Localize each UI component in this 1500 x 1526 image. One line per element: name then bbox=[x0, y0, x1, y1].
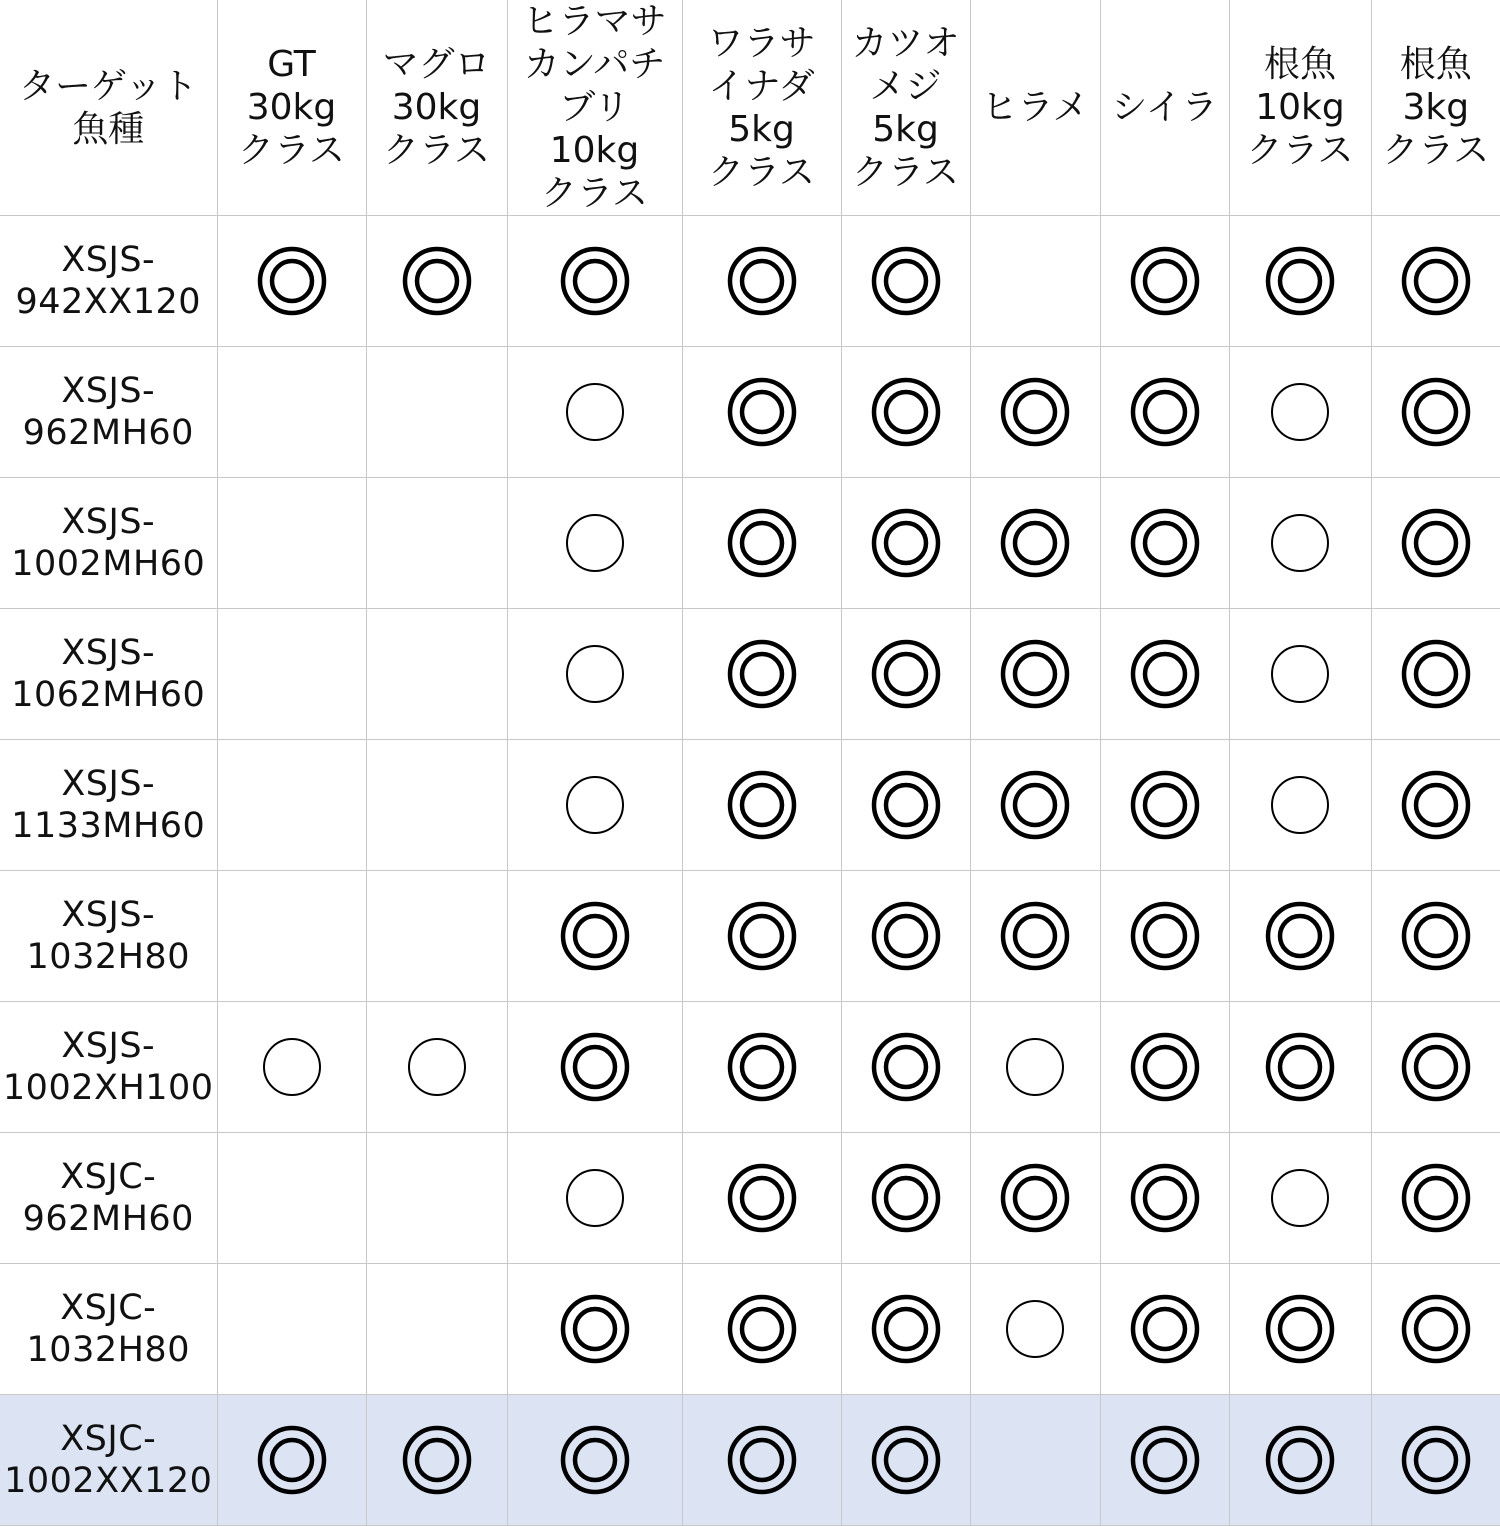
double-circle-icon bbox=[1264, 245, 1336, 317]
rating-cell bbox=[366, 347, 507, 478]
double-circle-icon bbox=[559, 900, 631, 972]
rating-cell bbox=[841, 1395, 970, 1526]
table-row bbox=[0, 478, 1500, 609]
double-circle-icon bbox=[726, 769, 798, 841]
double-circle-icon bbox=[726, 638, 798, 710]
double-circle-icon bbox=[1400, 900, 1472, 972]
table-row bbox=[0, 609, 1500, 740]
model-name: XSJC- 962MH60 bbox=[22, 1157, 194, 1239]
model-name-cell bbox=[0, 1002, 217, 1133]
rating-cell bbox=[366, 216, 507, 347]
double-circle-icon bbox=[726, 1424, 798, 1496]
rating-cell bbox=[1371, 347, 1500, 478]
rating-cell bbox=[970, 1133, 1100, 1264]
double-circle-icon bbox=[870, 900, 942, 972]
rating-cell bbox=[841, 347, 970, 478]
header-col-hiramasa: ヒラマサ カンパチ ブリ 10kg クラス bbox=[507, 0, 682, 216]
rating-cell bbox=[507, 871, 682, 1002]
circle-icon bbox=[999, 1031, 1071, 1103]
rating-cell bbox=[841, 1002, 970, 1133]
double-circle-icon bbox=[870, 1424, 942, 1496]
rating-cell bbox=[1229, 1002, 1371, 1133]
rating-cell bbox=[1100, 1002, 1229, 1133]
rating-cell bbox=[1371, 216, 1500, 347]
rating-cell bbox=[507, 478, 682, 609]
rating-cell bbox=[970, 347, 1100, 478]
table-row bbox=[0, 1395, 1500, 1526]
rating-cell bbox=[1229, 1264, 1371, 1395]
double-circle-icon bbox=[1129, 1162, 1201, 1234]
rating-cell bbox=[507, 347, 682, 478]
rating-cell bbox=[841, 740, 970, 871]
double-circle-icon bbox=[1400, 1293, 1472, 1365]
rating-cell bbox=[1100, 740, 1229, 871]
table-row bbox=[0, 216, 1500, 347]
rating-cell bbox=[217, 347, 366, 478]
double-circle-icon bbox=[870, 1293, 942, 1365]
rating-cell bbox=[1371, 1395, 1500, 1526]
header-col-hirame: ヒラメ bbox=[970, 0, 1100, 216]
model-name-cell bbox=[0, 871, 217, 1002]
table-row bbox=[0, 347, 1500, 478]
rating-cell bbox=[1100, 871, 1229, 1002]
rating-cell bbox=[1371, 609, 1500, 740]
double-circle-icon bbox=[726, 507, 798, 579]
rating-cell bbox=[1371, 478, 1500, 609]
table-row bbox=[0, 1264, 1500, 1395]
rating-cell bbox=[682, 1264, 841, 1395]
model-name: XSJS- 942XX120 bbox=[15, 240, 202, 322]
rating-cell bbox=[507, 609, 682, 740]
rating-cell bbox=[1229, 740, 1371, 871]
rating-cell bbox=[507, 1002, 682, 1133]
circle-icon bbox=[559, 769, 631, 841]
double-circle-icon bbox=[726, 1031, 798, 1103]
circle-icon bbox=[256, 1031, 328, 1103]
double-circle-icon bbox=[999, 376, 1071, 448]
model-name: XSJS- 1062MH60 bbox=[11, 633, 206, 715]
double-circle-icon bbox=[999, 1162, 1071, 1234]
rating-cell bbox=[970, 216, 1100, 347]
rating-cell bbox=[366, 1002, 507, 1133]
rating-cell bbox=[682, 740, 841, 871]
table-row bbox=[0, 1002, 1500, 1133]
rating-cell bbox=[1371, 871, 1500, 1002]
double-circle-icon bbox=[1400, 638, 1472, 710]
double-circle-icon bbox=[870, 245, 942, 317]
circle-icon bbox=[999, 1293, 1071, 1365]
rating-cell bbox=[841, 1264, 970, 1395]
header-col-warasa: ワラサ イナダ 5kg クラス bbox=[682, 0, 841, 216]
double-circle-icon bbox=[1400, 769, 1472, 841]
table-row bbox=[0, 1133, 1500, 1264]
rating-cell bbox=[217, 609, 366, 740]
model-name: XSJS- 1133MH60 bbox=[11, 764, 206, 846]
circle-icon bbox=[559, 376, 631, 448]
rating-cell bbox=[507, 1395, 682, 1526]
rating-cell bbox=[1229, 216, 1371, 347]
model-name: XSJS- 1032H80 bbox=[26, 895, 190, 977]
rating-cell bbox=[970, 871, 1100, 1002]
table-body bbox=[0, 216, 1500, 1526]
header-col-maguro: マグロ 30kg クラス bbox=[366, 0, 507, 216]
double-circle-icon bbox=[726, 1293, 798, 1365]
rating-cell bbox=[970, 1395, 1100, 1526]
circle-icon bbox=[401, 1031, 473, 1103]
rating-cell bbox=[682, 478, 841, 609]
double-circle-icon bbox=[870, 376, 942, 448]
double-circle-icon bbox=[870, 638, 942, 710]
double-circle-icon bbox=[999, 638, 1071, 710]
model-name-cell bbox=[0, 1133, 217, 1264]
rating-cell bbox=[1100, 478, 1229, 609]
double-circle-icon bbox=[726, 245, 798, 317]
header-col-shiira: シイラ bbox=[1100, 0, 1229, 216]
double-circle-icon bbox=[1129, 245, 1201, 317]
double-circle-icon bbox=[870, 507, 942, 579]
rating-cell bbox=[217, 1002, 366, 1133]
double-circle-icon bbox=[870, 1162, 942, 1234]
double-circle-icon bbox=[1264, 1031, 1336, 1103]
circle-icon bbox=[559, 507, 631, 579]
rating-cell bbox=[217, 740, 366, 871]
rating-cell bbox=[366, 871, 507, 1002]
double-circle-icon bbox=[1129, 507, 1201, 579]
rating-cell bbox=[841, 1133, 970, 1264]
double-circle-icon bbox=[1264, 1424, 1336, 1496]
rating-cell bbox=[970, 609, 1100, 740]
rating-cell bbox=[682, 609, 841, 740]
table-row bbox=[0, 740, 1500, 871]
rating-cell bbox=[1371, 1002, 1500, 1133]
rating-cell bbox=[217, 1133, 366, 1264]
header-col-rockfish-3kg: 根魚 3kg クラス bbox=[1371, 0, 1500, 216]
model-name-cell bbox=[0, 347, 217, 478]
header-col-rockfish-10kg: 根魚 10kg クラス bbox=[1229, 0, 1371, 216]
double-circle-icon bbox=[1129, 1031, 1201, 1103]
rating-cell bbox=[841, 871, 970, 1002]
double-circle-icon bbox=[870, 769, 942, 841]
circle-icon bbox=[1264, 376, 1336, 448]
rating-cell bbox=[841, 478, 970, 609]
double-circle-icon bbox=[1129, 638, 1201, 710]
double-circle-icon bbox=[1129, 900, 1201, 972]
double-circle-icon bbox=[999, 507, 1071, 579]
double-circle-icon bbox=[999, 900, 1071, 972]
rating-cell bbox=[1100, 216, 1229, 347]
model-name: XSJS- 962MH60 bbox=[22, 371, 194, 453]
rating-cell bbox=[1229, 478, 1371, 609]
rating-cell bbox=[1229, 1133, 1371, 1264]
double-circle-icon bbox=[401, 245, 473, 317]
rating-cell bbox=[217, 871, 366, 1002]
rating-cell bbox=[366, 1133, 507, 1264]
model-name-cell bbox=[0, 609, 217, 740]
double-circle-icon bbox=[401, 1424, 473, 1496]
model-name-cell bbox=[0, 740, 217, 871]
rating-cell bbox=[682, 1002, 841, 1133]
double-circle-icon bbox=[1400, 376, 1472, 448]
rating-cell bbox=[1371, 1264, 1500, 1395]
rating-cell bbox=[366, 609, 507, 740]
rating-cell bbox=[507, 1264, 682, 1395]
double-circle-icon bbox=[559, 245, 631, 317]
double-circle-icon bbox=[559, 1031, 631, 1103]
double-circle-icon bbox=[559, 1424, 631, 1496]
double-circle-icon bbox=[726, 376, 798, 448]
circle-icon bbox=[1264, 769, 1336, 841]
double-circle-icon bbox=[1400, 1162, 1472, 1234]
rating-cell bbox=[970, 478, 1100, 609]
double-circle-icon bbox=[1129, 769, 1201, 841]
model-name-cell bbox=[0, 216, 217, 347]
double-circle-icon bbox=[1129, 376, 1201, 448]
rating-cell bbox=[507, 216, 682, 347]
model-name: XSJC- 1002XX120 bbox=[4, 1419, 213, 1501]
double-circle-icon bbox=[726, 900, 798, 972]
model-name: XSJC- 1032H80 bbox=[26, 1288, 190, 1370]
rating-cell bbox=[1100, 1264, 1229, 1395]
double-circle-icon bbox=[1400, 245, 1472, 317]
double-circle-icon bbox=[559, 1293, 631, 1365]
rating-cell bbox=[1100, 347, 1229, 478]
rating-cell bbox=[1100, 1395, 1229, 1526]
header-col-katsuo: カツオ メジ 5kg クラス bbox=[841, 0, 970, 216]
double-circle-icon bbox=[1129, 1424, 1201, 1496]
rating-cell bbox=[366, 478, 507, 609]
rating-cell bbox=[366, 1395, 507, 1526]
table-row bbox=[0, 871, 1500, 1002]
model-name-cell bbox=[0, 1395, 217, 1526]
rating-cell bbox=[217, 216, 366, 347]
model-name-cell bbox=[0, 1264, 217, 1395]
double-circle-icon bbox=[1264, 1293, 1336, 1365]
header-col-gt: GT 30kg クラス bbox=[217, 0, 366, 216]
double-circle-icon bbox=[870, 1031, 942, 1103]
rating-cell bbox=[970, 1264, 1100, 1395]
rating-cell bbox=[970, 740, 1100, 871]
rating-cell bbox=[1229, 1395, 1371, 1526]
double-circle-icon bbox=[256, 1424, 328, 1496]
circle-icon bbox=[559, 638, 631, 710]
model-name: XSJS- 1002XH100 bbox=[2, 1026, 214, 1108]
rating-cell bbox=[1100, 1133, 1229, 1264]
rating-cell bbox=[507, 740, 682, 871]
rating-cell bbox=[217, 1264, 366, 1395]
double-circle-icon bbox=[1400, 507, 1472, 579]
header-row bbox=[0, 0, 1500, 216]
circle-icon bbox=[1264, 1162, 1336, 1234]
rating-cell bbox=[1100, 609, 1229, 740]
rating-cell bbox=[1229, 347, 1371, 478]
rating-cell bbox=[1371, 740, 1500, 871]
model-name-cell bbox=[0, 478, 217, 609]
rating-cell bbox=[217, 478, 366, 609]
rating-cell bbox=[682, 871, 841, 1002]
rating-cell bbox=[682, 347, 841, 478]
rating-cell bbox=[970, 1002, 1100, 1133]
double-circle-icon bbox=[726, 1162, 798, 1234]
double-circle-icon bbox=[1400, 1424, 1472, 1496]
rating-cell bbox=[841, 609, 970, 740]
rating-cell bbox=[217, 1395, 366, 1526]
rating-cell bbox=[366, 740, 507, 871]
header-corner: ターゲット 魚種 bbox=[0, 0, 217, 216]
double-circle-icon bbox=[1129, 1293, 1201, 1365]
rating-cell bbox=[682, 1395, 841, 1526]
rating-cell bbox=[1229, 871, 1371, 1002]
rating-cell bbox=[507, 1133, 682, 1264]
rating-cell bbox=[682, 1133, 841, 1264]
double-circle-icon bbox=[999, 769, 1071, 841]
double-circle-icon bbox=[1264, 900, 1336, 972]
rating-cell bbox=[366, 1264, 507, 1395]
rating-cell bbox=[1371, 1133, 1500, 1264]
double-circle-icon bbox=[256, 245, 328, 317]
circle-icon bbox=[559, 1162, 631, 1234]
double-circle-icon bbox=[1400, 1031, 1472, 1103]
circle-icon bbox=[1264, 638, 1336, 710]
model-name: XSJS- 1002MH60 bbox=[11, 502, 206, 584]
rating-cell bbox=[841, 216, 970, 347]
rating-cell bbox=[682, 216, 841, 347]
rating-cell bbox=[1229, 609, 1371, 740]
circle-icon bbox=[1264, 507, 1336, 579]
